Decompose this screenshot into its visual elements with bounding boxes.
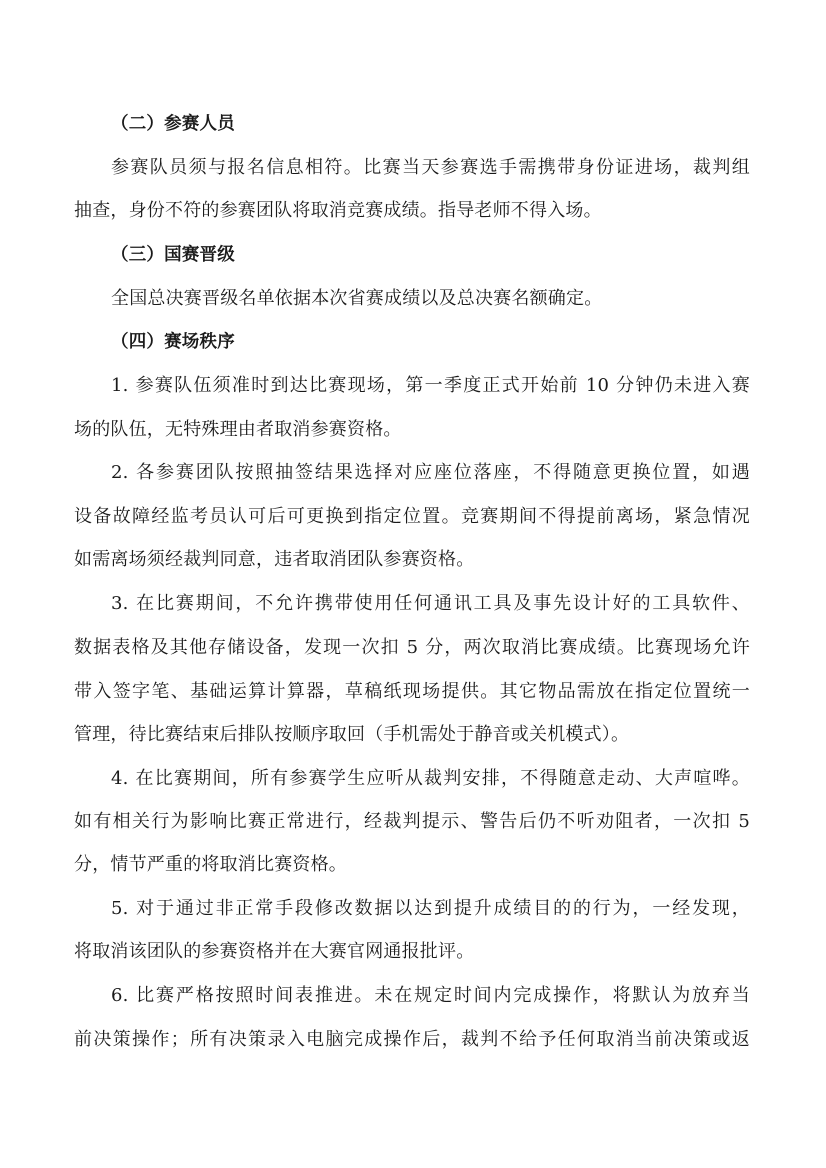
list-item-line: 将取消该团队的参赛资格并在大赛官网通报批评。 — [74, 941, 475, 962]
list-item-line: 数据表格及其他存储设备，发现一次扣 5 分，两次取消比赛成绩。比赛现场允许 — [74, 637, 750, 658]
list-item-line: 如有相关行为影响比赛正常进行，经裁判提示、警告后仍不听劝阻者，一次扣 5 — [74, 811, 750, 832]
list-item-line: 场的队伍，无特殊理由者取消参赛资格。 — [74, 419, 402, 440]
section-heading: （三）国赛晋级 — [111, 245, 235, 265]
section-heading: （四）赛场秩序 — [111, 332, 235, 352]
list-item-line: 前决策操作；所有决策录入电脑完成操作后，裁判不给予任何取消当前决策或返 — [74, 1029, 750, 1050]
paragraph-line: 全国总决赛晋级名单依据本次省赛成绩以及总决赛名额确定。 — [111, 288, 603, 309]
list-item-line: 4. 在比赛期间，所有参赛学生应听从裁判安排，不得随意走动、大声喧哗。 — [111, 768, 750, 789]
list-item-line: 如需离场须经裁判同意，违者取消团队参赛资格。 — [74, 549, 475, 570]
list-item-line: 2. 各参赛团队按照抽签结果选择对应座位落座，不得随意更换位置，如遇 — [111, 462, 750, 483]
list-item-line: 分，情节严重的将取消比赛资格。 — [74, 854, 347, 875]
list-item-line: 3. 在比赛期间，不允许携带使用任何通讯工具及事先设计好的工具软件、 — [111, 593, 750, 614]
list-item-line: 管理，待比赛结束后排队按顺序取回（手机需处于静音或关机模式）。 — [74, 724, 630, 745]
list-item-line: 6. 比赛严格按照时间表推进。未在规定时间内完成操作，将默认为放弃当 — [111, 985, 750, 1006]
paragraph-line: 抽查，身份不符的参赛团队将取消竞赛成绩。指导老师不得入场。 — [74, 200, 602, 221]
list-item-line: 设备故障经监考员认可后可更换到指定位置。竞赛期间不得提前离场，紧急情况 — [74, 506, 750, 527]
section-heading: （二）参赛人员 — [111, 114, 235, 134]
list-item-line: 1. 参赛队伍须准时到达比赛现场，第一季度正式开始前 10 分钟仍未进入赛 — [111, 375, 750, 396]
list-item-line: 5. 对于通过非正常手段修改数据以达到提升成绩目的的行为，一经发现， — [111, 898, 750, 919]
paragraph-line: 参赛队员须与报名信息相符。比赛当天参赛选手需携带身份证进场，裁判组 — [111, 157, 750, 178]
list-item-line: 带入签字笔、基础运算计算器，草稿纸现场提供。其它物品需放在指定位置统一 — [74, 681, 750, 702]
